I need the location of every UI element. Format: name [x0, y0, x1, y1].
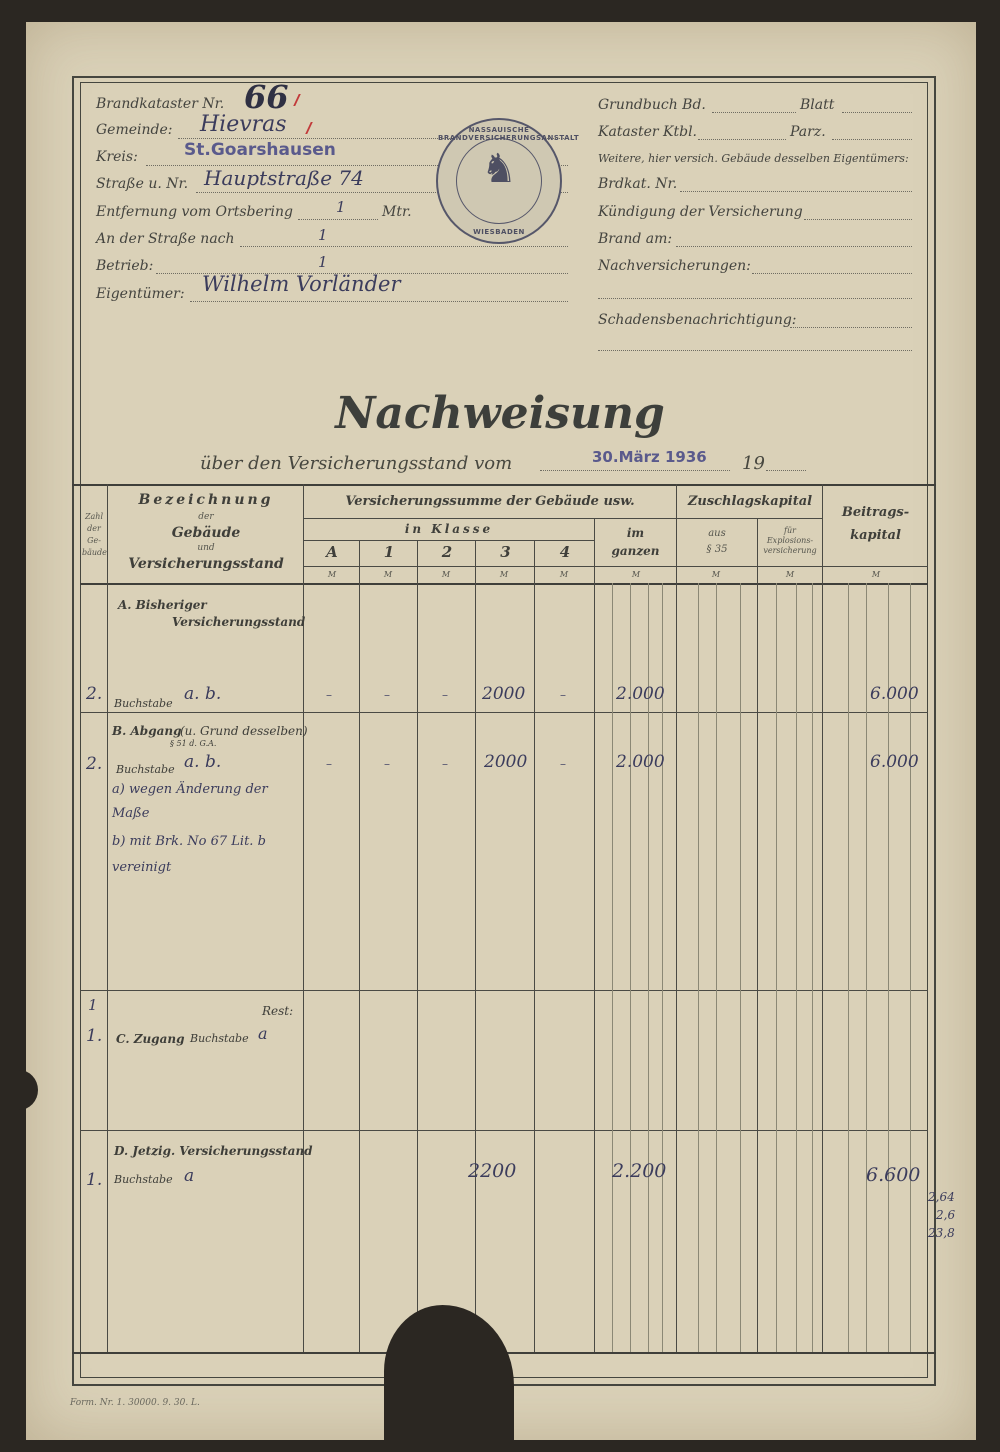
col-fuer-line2: Explosions-	[766, 536, 814, 545]
entfernung-dotted-line	[298, 219, 378, 220]
section-d-ganzen: 2.200	[612, 1160, 667, 1182]
dash: –	[326, 757, 332, 771]
sub-col-aus-3	[740, 583, 741, 1352]
section-a-title-2: Versicherungsstand	[172, 615, 306, 629]
table-top-border	[72, 484, 936, 486]
zuschlag-underline	[676, 518, 822, 519]
col-fuer-line3: versicherung	[763, 546, 817, 555]
kataster-label: Kataster Ktbl.	[598, 124, 697, 140]
section-a-klasse3: 2000	[482, 684, 526, 704]
subtitle-prefix: über den Versicherungsstand vom	[200, 453, 513, 474]
sub-col-fuer-2	[796, 583, 797, 1352]
date-stamp: 30.März 1936	[592, 448, 707, 466]
section-b-zahl: 2.	[86, 754, 103, 774]
eigentuemer-dotted-line	[190, 301, 568, 302]
year-prefix: 19	[742, 453, 765, 474]
col-im-ganzen-line2: ganzen	[611, 544, 660, 558]
col-klasse-3: 3	[500, 543, 511, 561]
col-bezeichnung-line4: und	[197, 543, 215, 553]
col-bezeichnung-line5: Versicherungsstand	[128, 556, 284, 572]
betrieb-label: Betrieb:	[96, 258, 154, 274]
nachversicherungen-label: Nachversicherungen:	[598, 258, 751, 274]
sub-col-aus-2	[716, 583, 717, 1352]
section-d-buchstabe-label: Buchstabe	[114, 1173, 173, 1186]
form-footer: Form. Nr. 1. 30000. 9. 30. L.	[70, 1398, 200, 1408]
klassen-underline	[304, 566, 824, 567]
section-d-zahl: 1.	[86, 1170, 103, 1190]
col-beitrag-line2: kapital	[850, 528, 901, 543]
brandkataster-label: Brandkataster Nr.	[96, 96, 225, 112]
section-b-bottom-border	[80, 990, 928, 991]
sub-col-beitrag-1	[848, 583, 849, 1352]
section-a-zahl: 2.	[86, 684, 103, 704]
section-a-ganzen: 2.000	[616, 684, 665, 704]
paper-damage	[0, 1070, 38, 1110]
section-b-ganzen: 2.000	[616, 752, 665, 772]
dash: –	[326, 688, 332, 702]
kreis-label: Kreis:	[96, 149, 138, 165]
kreis-stamp: St.Goarshausen	[184, 140, 336, 160]
brand-label: Brand am:	[598, 231, 673, 247]
entfernung-value: 1	[336, 198, 346, 216]
currency-mark: M	[499, 570, 509, 579]
nassau-fire-insurance-seal	[436, 118, 580, 244]
grundbuch-dotted-line	[712, 112, 796, 113]
header-bottom-border	[80, 583, 928, 585]
col-fuer-line1: für	[784, 526, 796, 535]
document-title: Nachweisung	[335, 388, 665, 439]
col-im-ganzen-line1: im	[626, 526, 645, 540]
sub-col-beitrag-2	[866, 583, 867, 1352]
parz-dotted-line	[832, 139, 912, 140]
col-divider-3	[534, 540, 535, 1352]
parz-label: Parz.	[790, 124, 826, 140]
col-divider-a	[359, 540, 360, 1352]
brdkat-dotted-line	[680, 191, 912, 192]
dash: –	[560, 757, 566, 771]
section-b-note-4: vereinigt	[112, 860, 172, 875]
lion-emblem-icon: ♞	[481, 146, 517, 192]
section-b-note-2: Maße	[112, 806, 150, 821]
col-in-klasse-header: in Klasse	[404, 522, 494, 536]
currency-mark: M	[785, 570, 795, 579]
margin-calc-3: 23,8	[928, 1226, 955, 1240]
section-d-title: D. Jetzig. Versicherungsstand	[114, 1144, 313, 1158]
brandkataster-value: 66	[244, 78, 289, 116]
dash: –	[442, 757, 448, 771]
section-a-buchstabe-value: a. b.	[184, 684, 222, 704]
col-bezeichnung-line1: Bezeichnung	[138, 492, 274, 508]
currency-mark: M	[711, 570, 721, 579]
gemeinde-value: Hievras	[200, 112, 287, 137]
seal-text-top: NASSAUISCHE BRANDVERSICHERUNGSANSTALT	[438, 126, 580, 142]
section-b-note-1: a) wegen Änderung der	[112, 782, 268, 797]
col-bezeichnung-line3: Gebäude	[171, 525, 241, 541]
eigentuemer-label: Eigentümer:	[96, 286, 185, 302]
entfernung-label: Entfernung vom Ortsbering	[96, 204, 293, 220]
col-divider-fuer	[822, 484, 823, 1352]
extra-dotted-line-2	[598, 350, 912, 351]
section-b-title: B. Abgang	[112, 724, 182, 738]
rest-label: Rest:	[262, 1004, 294, 1018]
dash: –	[560, 688, 566, 702]
brand-dotted-line	[676, 246, 912, 247]
betrieb-value: 1	[318, 253, 328, 271]
section-c-zahl: 1.	[86, 1026, 103, 1046]
currency-mark: M	[559, 570, 569, 579]
section-a-buchstabe-label: Buchstabe	[114, 697, 173, 710]
section-d-klasse3: 2200	[468, 1160, 517, 1182]
dash: –	[442, 688, 448, 702]
blatt-label: Blatt	[800, 97, 835, 113]
section-a-title: A. Bisheriger	[118, 598, 207, 612]
sub-col-fuer-3	[812, 583, 813, 1352]
col-klasse-a: A	[326, 543, 338, 561]
section-b-klasse3: 2000	[484, 752, 528, 772]
section-d-beitrag: 6.600	[866, 1164, 921, 1186]
blatt-dotted-line	[842, 112, 912, 113]
col-klasse-4: 4	[559, 543, 571, 561]
col-aus-line1: aus	[708, 528, 726, 539]
col-aus-line2: § 35	[706, 544, 728, 555]
section-c-buchstabe-value: a	[258, 1024, 268, 1043]
section-a-bottom-border	[80, 712, 928, 713]
year-dotted-line	[766, 470, 806, 471]
section-b-buchstabe-value: a. b.	[184, 752, 222, 772]
margin-calc-1: 2,64	[928, 1190, 955, 1204]
col-zahl-header: Zahl der Ge- bäude	[82, 512, 107, 557]
currency-mark: M	[327, 570, 337, 579]
currency-mark: M	[441, 570, 451, 579]
col-divider-ganzen	[676, 484, 677, 1352]
col-divider-aus	[757, 518, 758, 1352]
weitere-label: Weitere, hier versich. Gebäude desselben Eigentümers:	[598, 152, 909, 165]
section-b-beitrag: 6.000	[870, 752, 919, 772]
section-d-buchstabe-value: a	[184, 1166, 195, 1186]
section-b-buchstabe-label: Buchstabe	[116, 763, 175, 776]
section-c-buchstabe-label: Buchstabe	[190, 1032, 249, 1045]
col-divider-zahl	[107, 484, 108, 1352]
col-divider-2	[475, 540, 476, 1352]
margin-calc-2: 2,6	[936, 1208, 956, 1222]
an-der-strasse-value: 1	[318, 226, 328, 244]
section-b-paragraph: § 51 d. G.A.	[170, 739, 217, 748]
section-b-reason: (u. Grund desselben)	[180, 724, 308, 738]
strasse-value: Hauptstraße 74	[204, 166, 364, 190]
brdkat-label: Brdkat. Nr.	[598, 176, 678, 192]
kuendigung-dotted-line	[804, 219, 912, 220]
col-beitrag-line1: Beitrags-	[841, 505, 910, 520]
dash: –	[384, 688, 390, 702]
col-bezeichnung-line2: der	[198, 512, 214, 522]
section-c-bottom-border	[80, 1130, 928, 1131]
schaden-dotted-line	[790, 327, 912, 328]
sub-col-ganzen-1	[612, 583, 613, 1352]
sub-col-aus-1	[698, 583, 699, 1352]
rest-zahl: 1	[88, 996, 98, 1014]
currency-mark: M	[383, 570, 393, 579]
currency-mark: M	[631, 570, 641, 579]
col-klasse-2: 2	[441, 543, 453, 561]
dash: –	[384, 757, 390, 771]
section-b-note-3: b) mit Brk. No 67 Lit. b	[112, 834, 266, 849]
col-klasse-1: 1	[383, 543, 395, 561]
kuendigung-label: Kündigung der Versicherung	[598, 204, 803, 220]
nachversicherungen-dotted-line	[752, 273, 912, 274]
grundbuch-label: Grundbuch Bd.	[598, 97, 706, 113]
kataster-dotted-line	[698, 139, 786, 140]
an-der-strasse-dotted-line	[240, 246, 568, 247]
section-a-beitrag: 6.000	[870, 684, 919, 704]
seal-text-bottom: WIESBADEN	[473, 228, 525, 236]
currency-mark: M	[871, 570, 881, 579]
eigentuemer-value: Wilhelm Vorländer	[202, 272, 401, 296]
entfernung-unit: Mtr.	[382, 204, 412, 220]
sub-col-fuer-1	[776, 583, 777, 1352]
in-klasse-underline	[304, 540, 594, 541]
section-c-title: C. Zugang	[116, 1032, 185, 1046]
col-divider-1	[417, 540, 418, 1352]
gemeinde-label: Gemeinde:	[96, 122, 173, 138]
col-versicherungssumme-header: Versicherungssumme der Gebäude usw.	[345, 494, 635, 509]
col-zuschlag-header: Zuschlagskapital	[687, 494, 813, 509]
date-dotted-line	[540, 470, 730, 471]
col-divider-4	[594, 518, 595, 1352]
an-der-strasse-label: An der Straße nach	[96, 231, 235, 247]
beitrag-header-underline	[824, 566, 928, 567]
schaden-label: Schadensbenachrichtigung:	[598, 312, 797, 328]
strasse-label: Straße u. Nr.	[96, 176, 189, 192]
extra-dotted-line	[598, 298, 912, 299]
versicherungssumme-underline	[304, 518, 676, 519]
